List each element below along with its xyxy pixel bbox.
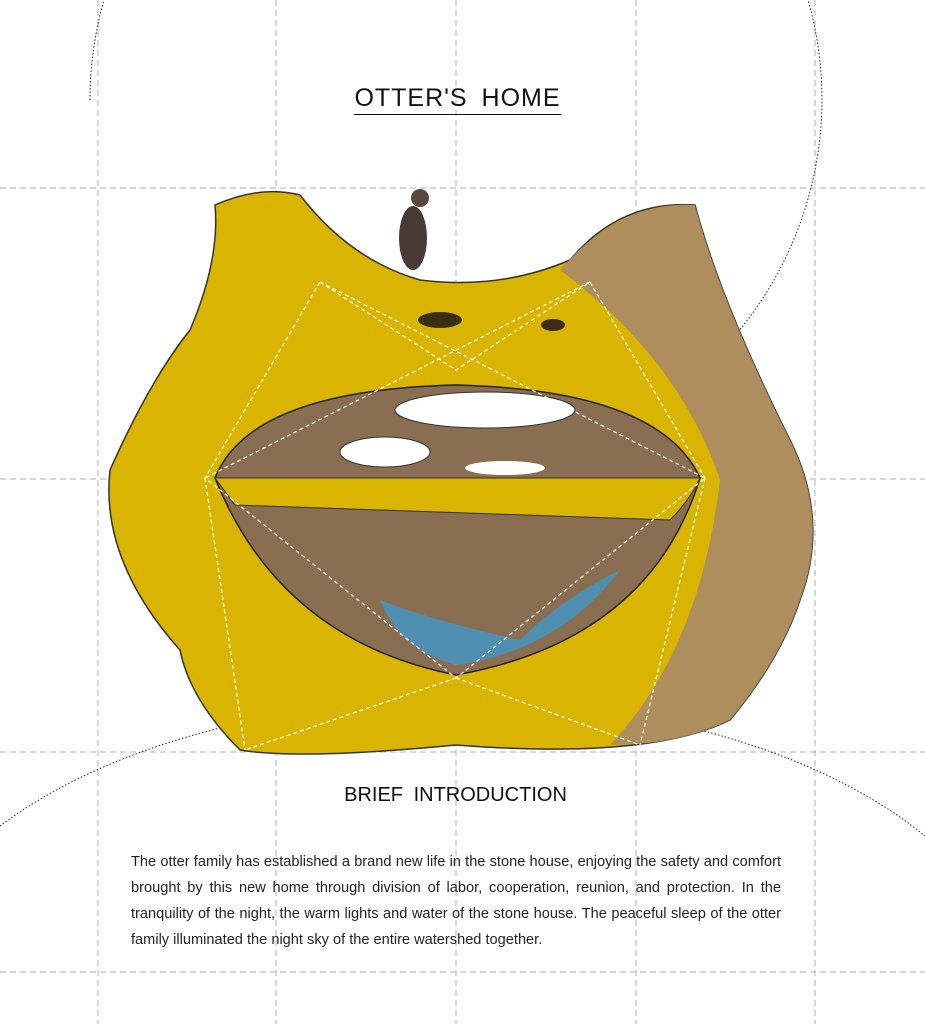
- page-title: [0, 84, 915, 113]
- section-heading: BRIEF INTRODUCTION: [344, 784, 567, 806]
- title-text: OTTER'S HOME: [354, 84, 560, 115]
- stone-house-model: [109, 192, 813, 754]
- intro-paragraph: The otter family has established a brand new life in the stone house, enjoying the safety and comfort brought by this new home through division of labor, cooperation, reunion, and protection. In the tranquility of the night, the warm lights and water of the stone house. The peaceful sleep of the otter family illuminated the night sky of the entire watershed together.: [131, 854, 781, 948]
- otter-figure: [399, 189, 429, 270]
